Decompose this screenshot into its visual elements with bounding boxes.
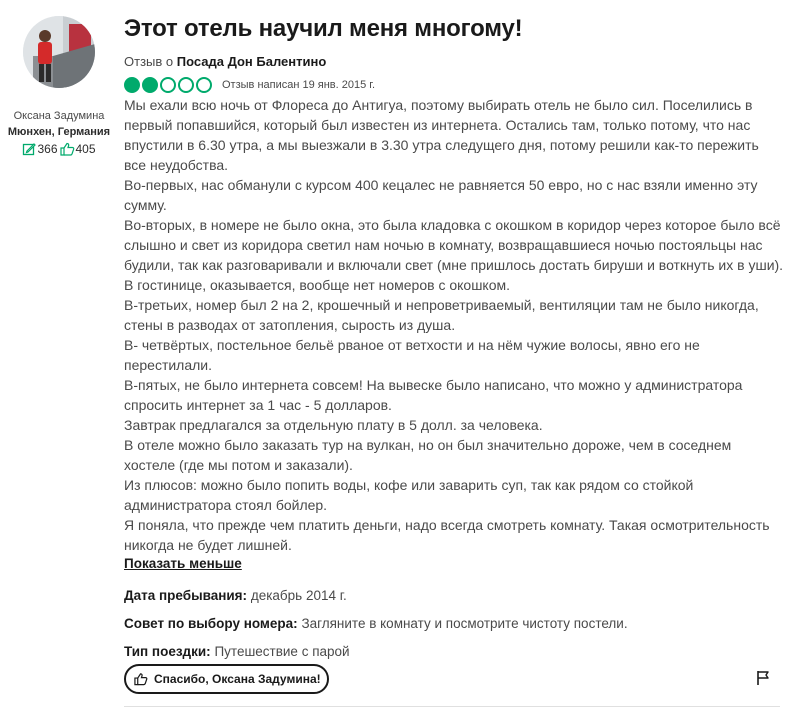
reviewer-location: Мюнхен, Германия	[7, 126, 111, 138]
review-body	[124, 95, 784, 555]
room-tip-label: Совет по выбору номера:	[124, 616, 298, 631]
helpful-votes-stat	[60, 142, 96, 156]
review-of	[124, 54, 784, 69]
flag-icon[interactable]	[756, 670, 770, 686]
avatar-photo	[23, 16, 95, 88]
review-of-prefix: Отзыв о	[124, 54, 174, 69]
helpful-votes-count: 405	[75, 142, 96, 156]
reviewer-name[interactable]: Оксана Задумина	[13, 110, 105, 122]
contributions-stat	[22, 142, 57, 156]
thumbs-up-icon	[134, 672, 148, 686]
review-paragraph: Завтрак предлагался за отдельную плату в 5 долл. за человека.	[124, 417, 543, 433]
review-paragraph: В-пятых, не было интернета совсем! На вывеске было написано, что можно у администратора спросить интернет за 1 час - 5 долларов.	[124, 377, 743, 413]
thumbs-up-icon	[60, 142, 75, 156]
review-content	[124, 14, 784, 661]
written-date: Отзыв написан 19 янв. 2015 г.	[222, 79, 376, 91]
show-less-link[interactable]: Показать меньше	[124, 556, 242, 571]
review-paragraph: Мы ехали всю ночь от Флореса до Антигуа, поэтому выбирать отель не было сил. Поселились в первый попавшийся, который был известен из интернета. Остались там, только потому, что нас впустили в 6.30 утра, а мы выезжали в 3.30 утра следущего дня, потому решили как-то пережить все неудобства.	[124, 97, 759, 173]
rating-bubble	[160, 77, 176, 93]
thanks-button-label: Спасибо, Оксана Задумина!	[154, 672, 321, 686]
review-paragraph: В-третьих, номер был 2 на 2, крошечный и непроветриваемый, вентиляции там не было никогда, стены в разводах от затопления, сырость из душа.	[124, 297, 759, 333]
rating-bubbles	[124, 77, 212, 93]
divider	[124, 706, 780, 707]
room-tip-value: Загляните в комнату и посмотрите чистоту постели.	[301, 616, 628, 631]
reviewer-card	[0, 12, 118, 156]
rating-bubble	[178, 77, 194, 93]
trip-type-label: Тип поездки:	[124, 644, 211, 659]
rating-bubble	[142, 77, 158, 93]
review-paragraph: Во-вторых, в номере не было окна, это была кладовка с окошком в коридор через которое было всё слышно и свет из коридора светил нам ночью в комнату, возвращавшиеся ночью постояльцы нас будили, так как разговаривали и включали свет (мне пришлось достать бируши и воткнуть их в уши). В гостинице, оказывается, вообще нет номеров с окошком.	[124, 217, 784, 293]
pencil-icon	[22, 142, 36, 156]
rating-bubble	[196, 77, 212, 93]
trip-type	[124, 643, 784, 661]
avatar[interactable]	[23, 16, 95, 88]
reviewer-stats	[0, 142, 118, 156]
review-paragraph: Я поняла, что прежде чем платить деньги, надо всегда смотреть комнату. Такая осмотрительность никогда не будет лишней.	[124, 517, 770, 553]
review-paragraph: В- четвёртых, постельное бельё рваное от ветхости и на нём чужие волосы, явно его не перестилали.	[124, 337, 700, 373]
review-title[interactable]: Этот отель научил меня многому!	[124, 15, 523, 42]
review-paragraph: Во-первых, нас обманули с курсом 400 кецалес не равняется 50 евро, но с нас взяли именно эту сумму.	[124, 177, 758, 213]
review-paragraph: Из плюсов: можно было попить воды, кофе или заварить суп, так как рядом со стойкой администратора стоял бойлер.	[124, 477, 694, 513]
trip-type-value: Путешествие с парой	[214, 644, 350, 659]
hotel-name-link[interactable]: Посада Дон Балентино	[176, 54, 327, 69]
room-tip	[124, 615, 784, 633]
rating-row	[124, 75, 784, 95]
date-of-stay	[124, 587, 784, 605]
thanks-button[interactable]	[124, 664, 329, 694]
review-paragraph: В отеле можно было заказать тур на вулкан, но он был значительно дороже, чем в соседнем хостеле (где мы потом и заказали).	[124, 437, 732, 473]
date-of-stay-value: декабрь 2014 г.	[250, 588, 347, 603]
rating-bubble	[124, 77, 140, 93]
contributions-count: 366	[37, 142, 58, 156]
date-of-stay-label: Дата пребывания:	[124, 588, 248, 603]
